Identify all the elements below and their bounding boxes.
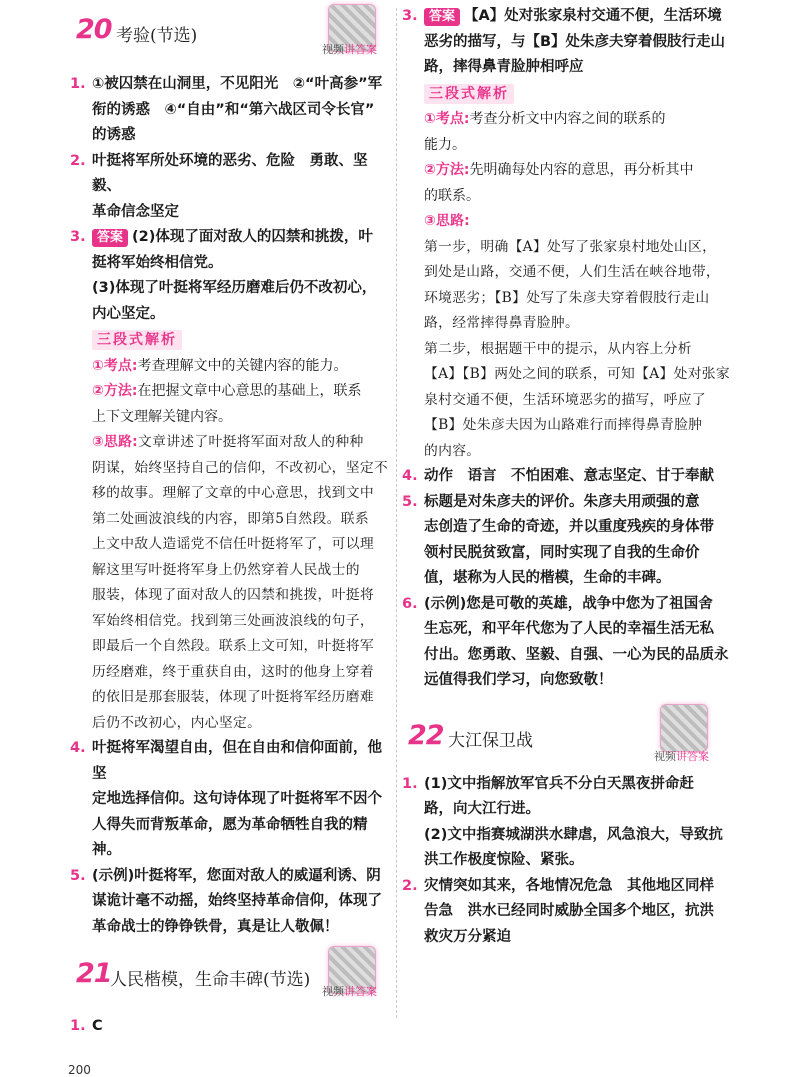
item-number: 2. [402,877,418,894]
analysis-method [424,158,732,209]
analysis-text: 文章讲述了叶挺将军面对敌人的种种 [138,434,364,450]
answer-tag: 答案 [424,8,460,26]
analysis-point [92,354,390,380]
section-title: 考验(节选) [116,26,198,46]
analysis-line: 阴谋，始终坚持自己的信仰，不改初心，坚定不 [92,459,389,476]
answer-line: 叶挺将军渴望自由，但在自由和信仰面前，他坚 [92,740,382,782]
analysis-text: 的联系。 [424,187,480,204]
section-title: 人民楷模，生命丰碑(节选) [110,970,311,990]
analysis-line: 第二处画波浪线的内容，即第5自然段。联系 [92,510,369,527]
answer-item-5 [402,490,732,592]
right-column [402,0,732,950]
answer-line: 定地选择信仰。这句诗体现了叶挺将军不因个 [92,791,382,807]
analysis-line: 移的故事。理解了文章的中心意思，找到文中 [92,485,374,501]
analysis-label: ②方法: [92,383,138,399]
answer-line: (2)文中指赛城湖洪水肆虐，风急浪大，导致抗 [424,826,723,843]
answer-line: 的诱惑 [92,127,136,143]
answer-line: (示例)叶挺将军，您面对敌人的威逼利诱、阴 [92,867,381,884]
analysis-thinking [424,209,732,464]
item-number: 1. [402,775,418,792]
answer-line: 生忘死，和平年代您为了人民的幸福生活无私 [424,621,714,637]
page-number: 200 [68,1063,91,1077]
answer-item-6 [402,592,732,694]
analysis-line: 后仍不改初心，内心坚定。 [92,714,262,731]
analysis-line: 环境恶劣；【B】处写了朱彦夫穿着假肢行走山 [424,289,710,306]
analysis-text: 考查理解文中的关键内容的能力。 [137,357,348,374]
analysis-line: 上文中敌人造谣党不信任叶挺将军了，可以理 [92,536,374,552]
answer-text: 【A】处对张家泉村交通不便，生活环境 [464,8,722,24]
answer-item-1 [70,72,390,149]
answer-item-2 [402,874,732,951]
analysis-line: 第一步，明确【A】处写了张家泉村地处山区， [424,238,717,255]
item-number: 2. [70,152,86,169]
analysis-line: 泉村交通不便，生活环境恶劣的描写，呼应了 [424,391,706,408]
item-number: 5. [402,493,418,510]
analysis-method [92,379,390,430]
answer-line: (3)体现了叶挺将军经历磨难后仍不改初心， [92,280,377,296]
analysis-line: 【A】【B】两处之间的联系，可知【A】处对张家 [424,366,731,382]
answer-line: (示例)您是可敬的英雄，战争中您为了祖国舍 [424,595,713,612]
analysis-text: 能力。 [424,136,466,153]
answer-tag: 答案 [92,229,128,247]
analysis-line: 路，经常摔得鼻青脸肿。 [424,315,580,331]
answer-item-4 [402,464,732,490]
section-22-header [402,698,732,766]
section-number: 21 [76,958,112,989]
analysis-label: ①考点: [424,111,470,127]
item-number: 5. [70,867,86,884]
answer-line: 洪工作极度惊险、紧张。 [424,852,584,868]
answer-item-4 [70,736,390,864]
answer-item-3 [70,225,390,736]
analysis-line: 第二步，根据题干中的提示，从内容上分析 [424,340,692,357]
answer-item-1 [70,1014,390,1040]
answer-line: 挺将军始终相信党。 [92,254,223,271]
analysis-line: 的依旧是那套服装，体现了叶挺将军经历磨难 [92,689,374,705]
answer-line: 恶劣的描写，与【B】处朱彦夫穿着假肢行走山 [424,33,726,50]
column-divider [396,8,397,1018]
answer-line: 内心坚定。 [92,305,165,322]
analysis-line: 的内容。 [424,442,481,459]
answer-text: (2)体现了面对敌人的囚禁和挑拨，叶 [132,229,373,245]
analysis-banner: 三段式解析 [92,330,182,350]
answer-line: 告急 洪水已经同时威胁全国多个地区，抗洪 [424,903,714,919]
left-column [70,0,390,1040]
answer-line: 标题是对朱彦夫的评价。朱彦夫用顽强的意 [424,493,700,510]
answer-line: (1)文中指解放军官兵不分白天黑夜拼命赶 [424,775,694,792]
qr-label: 视频讲答案 [654,749,709,763]
answer-line: 志创造了生命的奇迹，并以重度残疾的身体带 [424,519,714,535]
item-number: 1. [70,76,86,92]
analysis-text: 考查分析文中内容之间的联系的 [469,111,666,127]
answer-line: 动作 语言 不怕困难、意志坚定、甘于奉献 [424,468,714,484]
analysis-line: 到处是山路，交通不便，人们生活在峡谷地带， [424,264,721,280]
answer-line: 叶挺将军所处环境的恶劣、危险 勇敢、坚毅、 [92,152,368,194]
section-number: 20 [76,14,112,45]
answer-line: ①被囚禁在山洞里，不见阳光 ②“叶高参”军 [92,76,383,92]
answer-line: 路，向大江行进。 [424,801,540,817]
answer-line: 人得失而背叛革命，愿为革命牺牲自我的精神。 [92,816,368,858]
analysis-line: 【B】处朱彦夫因为山路难行而摔得鼻青脸肿 [424,417,703,433]
answer-item-1 [402,772,732,874]
answer-line: 路，摔得鼻青脸肿相呼应 [424,59,584,75]
answer-line: 救灾万分紧迫 [424,928,511,945]
item-number: 3. [402,8,418,24]
analysis-line: 历经磨难，终于重获自由，这时的他身上穿着 [92,663,374,680]
item-number: 4. [402,468,418,484]
answer-line: 衔的诱惑 ④“自由”和“第六战区司令长官” [92,101,375,118]
answer-line: 革命战士的铮铮铁骨，真是让人敬佩！ [92,918,339,935]
analysis-banner: 三段式解析 [424,84,514,104]
analysis-point [424,107,732,158]
analysis-text: 先明确每处内容的意思，再分析其中 [469,162,694,178]
item-number: 6. [402,595,418,612]
analysis-thinking [92,430,390,736]
analysis-text: 上下文理解关键内容。 [92,408,232,425]
analysis-line: 解这里写叶挺将军身上仍然穿着人民战士的 [92,561,360,578]
analysis-line: 军始终相信党。找到第三处画波浪线的句子， [92,612,374,629]
analysis-text: 在把握文章中心意思的基础上，联系 [137,383,362,399]
answer-line: 灾情突如其来，各地情况危急 其他地区同样 [424,877,714,894]
answer-line: 付出。您勇敢、坚毅、自强、一心为民的品质永 [424,646,729,663]
answer-line: C [92,1018,103,1034]
qr-label: 视频讲答案 [322,43,377,56]
answer-line [424,4,732,30]
section-title: 大江保卫战 [448,730,533,751]
item-number: 4. [70,740,86,756]
answer-line: 革命信念坚定 [92,203,179,220]
section-number: 22 [408,719,444,751]
answer-line: 领村民脱贫致富，同时实现了自我的生命价 [424,544,700,561]
analysis-label: ③思路: [424,213,470,229]
analysis-label: ①考点: [92,357,138,374]
item-number: 1. [70,1018,86,1034]
section-20-header [70,0,390,58]
answer-line [92,225,390,251]
analysis-label: ②方法: [424,162,470,178]
item-number: 3. [70,229,86,245]
answer-item-5 [70,864,390,941]
section-21-header [70,944,390,1002]
analysis-line: 即最后一个自然段。联系上文可知，叶挺将军 [92,638,374,654]
qr-code-icon[interactable] [660,704,708,752]
qr-label: 视频讲答案 [322,985,377,998]
answer-line: 远值得我们学习，向您致敬！ [424,672,613,688]
answer-item-2 [70,149,390,226]
analysis-label: ③思路: [92,434,138,450]
answer-line: 值，堪称为人民的楷模，生命的丰碑。 [424,570,671,586]
analysis-line: 服装，体现了面对敌人的囚禁和挑拨，叶挺将 [92,587,374,603]
answer-item-3 [402,4,732,464]
answer-line: 谋诡计毫不动摇，始终坚持革命信仰，体现了 [92,893,382,909]
